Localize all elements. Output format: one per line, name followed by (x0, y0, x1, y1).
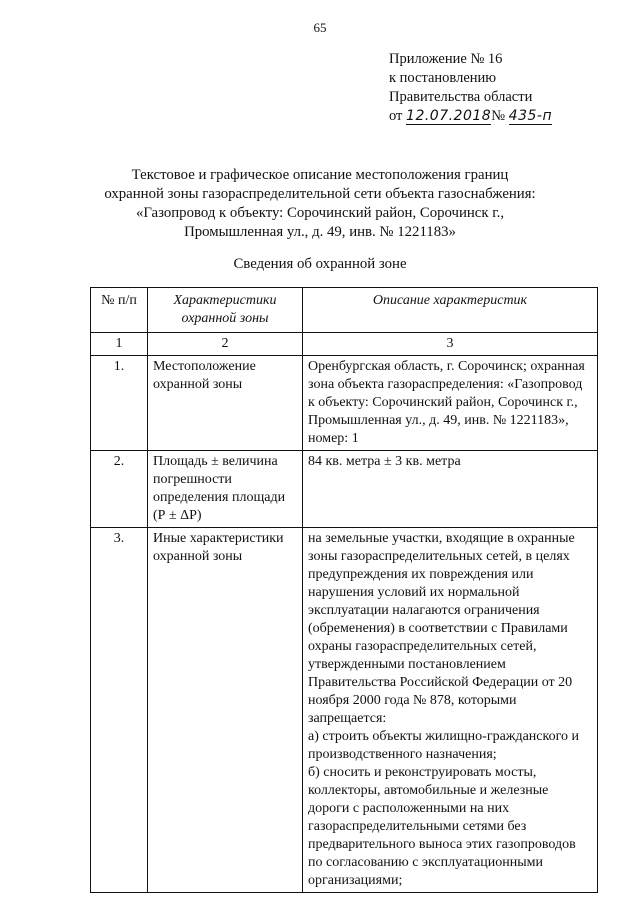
restriction-item-a: а) строить объекты жилищно-гражданского и производственного назначения; (308, 729, 579, 762)
handwritten-date: 12.07.2018 (406, 108, 492, 124)
table-row (91, 356, 598, 451)
column-number-3: 3 (303, 333, 598, 356)
row-description: 84 кв. метра ± 3 кв. метра (303, 451, 598, 528)
row-characteristic: Местоположение охранной зоны (148, 356, 303, 451)
title-line3: «Газопровод к объекту: Сорочинский район, Сорочинск г., (135, 205, 505, 221)
document-title (0, 166, 640, 242)
header-description: Описание характеристик (303, 288, 598, 333)
header-row (91, 288, 598, 333)
appendix-line3: Правительства области (389, 89, 533, 105)
number-prefix: № (491, 108, 506, 124)
page-number: 65 (313, 20, 327, 35)
header-characteristics: Характеристики охранной зоны (148, 288, 303, 333)
row-number: 2. (91, 451, 148, 528)
title-line4: Промышленная ул., д. 49, инв. № 1221183» (184, 224, 456, 240)
row-number: 3. (91, 528, 148, 893)
column-number-2: 2 (148, 333, 303, 356)
column-number-row (91, 333, 598, 356)
row-characteristic: Иные характеристики охранной зоны (148, 528, 303, 893)
table-row (91, 528, 598, 893)
appendix-line2: к постановлению (389, 70, 497, 86)
title-line2: охранной зоны газораспределительной сети объекта газоснабжения: (104, 186, 536, 202)
title-line1: Текстовое и графическое описание местоположения границ (131, 167, 509, 183)
row-description: Оренбургская область, г. Сорочинск; охранная зона объекта газораспределения: «Газопровод к объекту: Сорочинский район, Сорочинск г., Промышленная ул., д. 49, инв. № 1221183», номер: 1 (303, 356, 598, 451)
appendix-line1: Приложение № 16 (389, 51, 503, 67)
table-row (91, 451, 598, 528)
header-num: № п/п (91, 288, 148, 333)
row-number: 1. (91, 356, 148, 451)
appendix-date-line (389, 107, 552, 126)
handwritten-number: 435-п (508, 108, 553, 124)
restriction-item-b: б) сносить и реконструировать мосты, коллекторы, автомобильные и железные дороги с расположенными на них газораспределительными сетями без предварительного выноса этих газопроводов по согласованию с эксплуатационными организациями; (308, 765, 576, 888)
column-number-1: 1 (91, 333, 148, 356)
row-characteristic: Площадь ± величина погрешности определения площади (Р ± ΔР) (148, 451, 303, 528)
section-subtitle: Сведения об охранной зоне (233, 256, 407, 272)
date-prefix: от (389, 108, 403, 124)
zone-table (90, 287, 598, 893)
restriction-intro: на земельные участки, входящие в охранные зоны газораспределительных сетей, в целях предупреждения их повреждения или нарушения условий их нормальной эксплуатации налагаются ограничения (обременения) в соответствии с Правилами охраны газораспределительных сетей, утвержденными постановлением Правительства Российской Федерации от 20 ноября 2000 года № 878, которыми запрещается: (308, 531, 575, 726)
appendix-block (389, 50, 552, 126)
row-description (303, 528, 598, 893)
